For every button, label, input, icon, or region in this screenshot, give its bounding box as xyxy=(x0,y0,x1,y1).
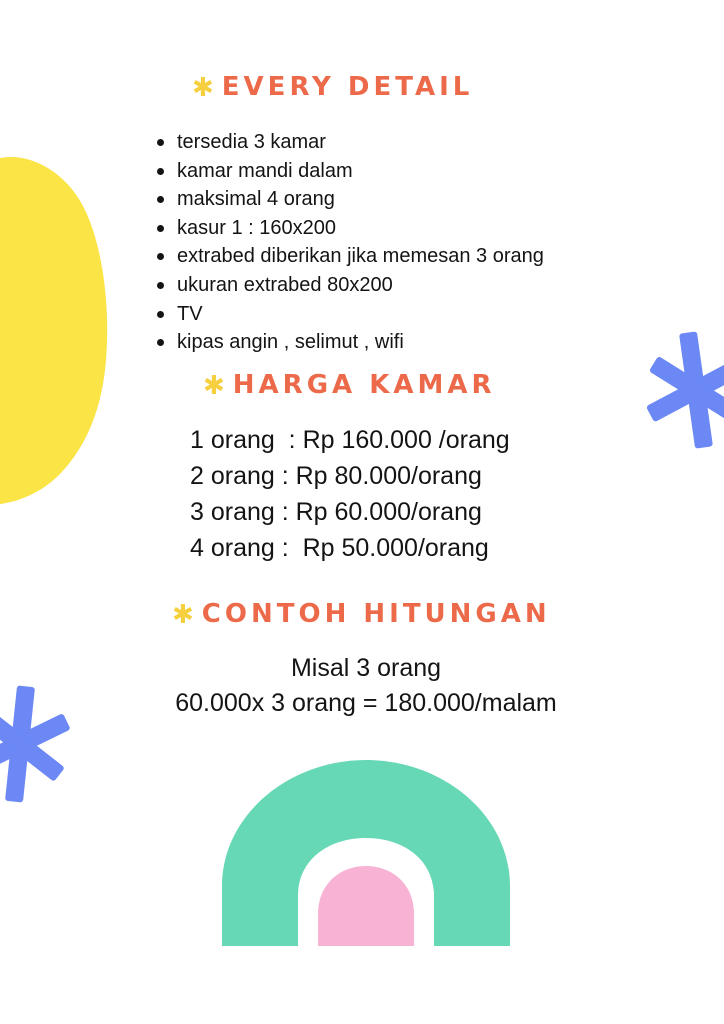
star-icon: ✱ xyxy=(192,72,214,102)
price-line: 1 orang : Rp 160.000 /orang xyxy=(190,426,510,454)
list-item: TV xyxy=(155,300,655,329)
list-item: kamar mandi dalam xyxy=(155,157,655,186)
feature-list xyxy=(155,128,655,357)
section-heading-every-detail xyxy=(192,74,473,100)
list-item: extrabed diberikan jika memesan 3 orang xyxy=(155,242,655,271)
star-icon: ✱ xyxy=(203,370,225,400)
section-heading-contoh-hitungan xyxy=(172,601,551,627)
example-line: 60.000x 3 orang = 180.000/malam xyxy=(175,689,557,717)
calculation-example xyxy=(100,651,632,721)
example-line: Misal 3 orang xyxy=(290,654,442,682)
heading-text: HARGA KAMAR xyxy=(232,370,496,400)
list-item: tersedia 3 kamar xyxy=(155,128,655,157)
price-line: 2 orang : Rp 80.000/orang xyxy=(190,462,482,490)
price-line: 3 orang : Rp 60.000/orang xyxy=(190,498,482,526)
rainbow-arch xyxy=(218,756,514,950)
list-item: kasur 1 : 160x200 xyxy=(155,214,655,243)
section-heading-harga-kamar xyxy=(203,372,496,398)
yellow-blob xyxy=(0,150,120,510)
price-list xyxy=(190,422,610,566)
list-item: maksimal 4 orang xyxy=(155,185,655,214)
asterisk-icon xyxy=(0,684,90,809)
star-icon: ✱ xyxy=(172,599,194,629)
list-item: kipas angin , selimut , wifi xyxy=(155,328,655,357)
heading-text: CONTOH HITUNGAN xyxy=(201,599,551,629)
heading-text: EVERY DETAIL xyxy=(221,72,474,102)
price-line: 4 orang : Rp 50.000/orang xyxy=(190,534,489,562)
list-item: ukuran extrabed 80x200 xyxy=(155,271,655,300)
